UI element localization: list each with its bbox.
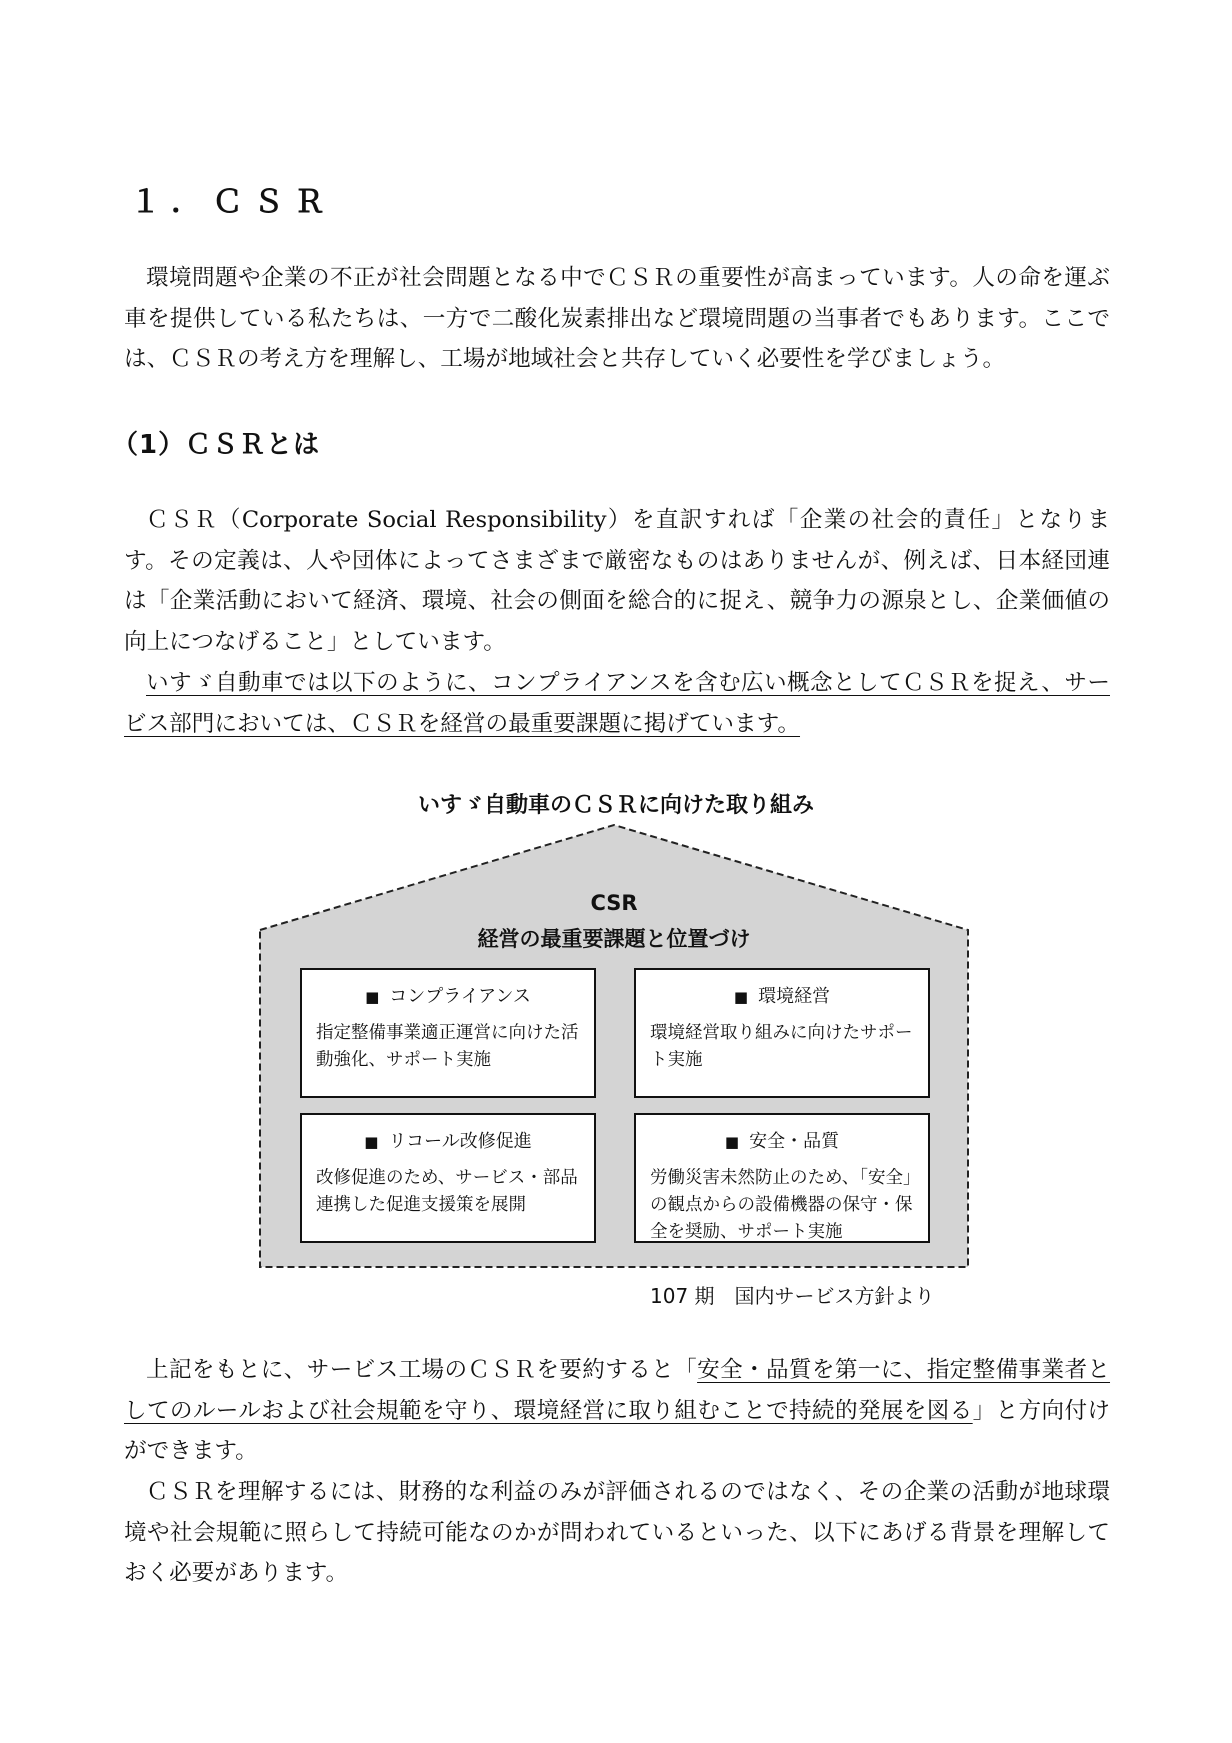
summary-underlined: 安全・品質を第一に、指定整備事業者としてのルールおよび社会規範を守り、環境経営に取り組むことで持続的発展を図る [124,1357,1111,1424]
box-title [316,1127,580,1153]
box-body: 改修促進のため、サービス・部品連携した促進支援策を展開 [316,1168,578,1215]
box-title-text: 安全・品質 [749,1131,840,1152]
summary-before: 上記をもとに、サービス工場のＣＳＲを要約すると「 [146,1357,698,1383]
box-title [650,1127,914,1153]
square-bullet-icon: ■ [364,1133,379,1151]
box-body: 指定整備事業適正運営に向けた活動強化、サポート実施 [316,1023,579,1070]
definition-paragraph: ＣＳＲ（Corporate Social Responsibility）を直訳すれば「企業の社会的責任」となります。その定義は、人や団体によってさまざまで厳密なものはありませんが、例えば、日本経団連は「企業活動において経済、環境、社会の側面を総合的に捉え、競争力の源泉とし、企業価値の向上につなげること」としています。 [124,507,1110,655]
square-bullet-icon: ■ [365,988,380,1006]
box-title [650,982,914,1008]
summary-paragraph [124,1350,1110,1472]
intro-paragraph: 環境問題や企業の不正が社会問題となる中でＣＳＲの重要性が高まっています。人の命を運ぶ車を提供している私たちは、一方で二酸化炭素排出など環境問題の当事者でもあります。ここでは、ＣＳＲの考え方を理解し、工場が地域社会と共存していく必要性を学びましょう。 [124,265,1110,372]
subsection-title: （1）ＣＳＲとは [112,430,321,460]
box-title [316,982,580,1008]
figure-source: 107 期 国内サービス方針より [650,1284,935,1308]
isuzu-paragraph [124,663,1110,744]
closing-paragraph: ＣＳＲを理解するには、財務的な利益のみが評価されるのではなく、その企業の活動が地球環境や社会規範に照らして持続可能なのかが問われているといった、以下にあげる背景を理解しておく必要があります。 [124,1479,1110,1586]
square-bullet-icon: ■ [724,1133,740,1151]
environment-box [634,968,930,1098]
box-title-text: コンプライアンス [389,986,531,1007]
box-body: 環境経営取り組みに向けたサポート実施 [650,1023,913,1070]
summary-after: 」と方向付けができます。 [124,1397,1110,1464]
box-body: 労働災害未然防止のため、「安全」の観点からの設備機器の保守・保全を奨励、サポート実施 [650,1168,913,1242]
box-title-text: 環境経営 [758,986,831,1007]
section-title: １．ＣＳＲ [130,184,335,220]
recall-box [300,1113,596,1243]
square-bullet-icon: ■ [733,988,749,1006]
box-title-text: リコール改修促進 [388,1131,532,1152]
safety-quality-box [634,1113,930,1243]
compliance-box [300,968,596,1098]
roof-title-subtitle: 経営の最重要課題と位置づけ [477,927,751,951]
isuzu-paragraph-text: いすゞ自動車では以下のように、コンプライアンスを含む広い概念としてＣＳＲを捉え、サービス部門においては、ＣＳＲを経営の最重要課題に掲げています。 [124,670,1110,737]
roof-title-csr: CSR [590,891,638,915]
figure-title: いすゞ自動車のＣＳＲに向けた取り組み [417,793,814,818]
